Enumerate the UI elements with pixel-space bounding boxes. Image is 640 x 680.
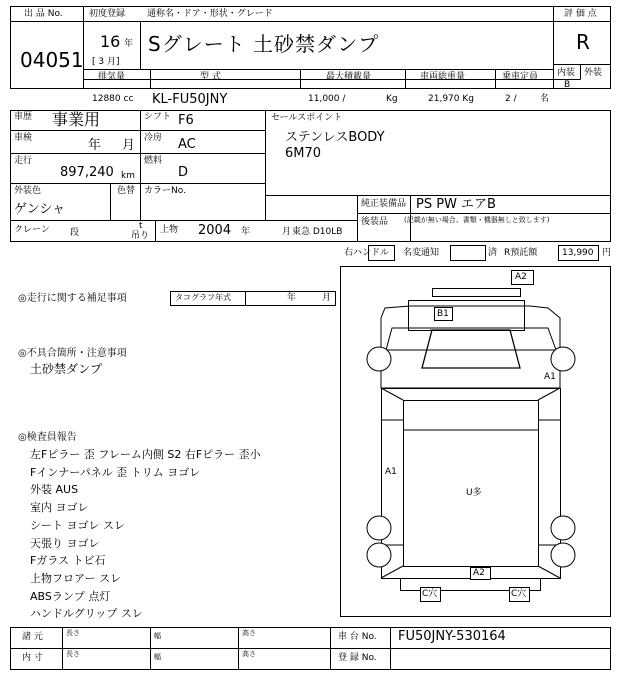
inspector-line: 室内 ヨゴレ xyxy=(30,501,89,515)
inner-label: 内 寸 xyxy=(22,653,43,663)
inspector-line: ハンドルグリップ スレ xyxy=(30,607,143,621)
chassis-label: 車 台 No. xyxy=(338,632,377,642)
width-label: 幅 xyxy=(154,632,161,640)
displacement: 12880 cc xyxy=(92,94,134,104)
shift: F6 xyxy=(178,113,194,128)
history-label: 車歴 xyxy=(14,112,33,122)
tachograph-month: 月 xyxy=(322,293,332,303)
color-code-label: カラーNo. xyxy=(144,186,186,196)
inner-width-label: 幅 xyxy=(154,653,161,661)
body-year: 2004 xyxy=(198,223,232,238)
model-label: 型 式 xyxy=(200,72,221,82)
length-label: 長さ xyxy=(66,629,80,637)
displacement-label: 排気量 xyxy=(98,72,126,82)
exterior-label: 外装 xyxy=(584,68,603,78)
damage-marker-c-right: C穴 xyxy=(511,589,527,599)
recycle-fee: 13,990 xyxy=(562,248,594,258)
mileage-label: 走行 xyxy=(14,156,33,166)
max-load-label: 最大積載量 xyxy=(326,72,372,82)
inspector-line: Fガラス トビ石 xyxy=(30,554,106,568)
inspector-line: 外装 AUS xyxy=(30,483,79,497)
capacity-unit: 名 xyxy=(540,94,550,104)
mileage: 897,240 xyxy=(60,165,114,180)
body-month: 月 xyxy=(282,227,292,237)
tachograph-label: タコグラフ年式 xyxy=(175,293,231,302)
reg-year-unit: 年 xyxy=(124,39,134,49)
ac: AC xyxy=(178,137,196,152)
grade-label: 評 価 点 xyxy=(564,9,597,19)
inspector-line: Fインナーパネル 歪 トリム ヨゴレ xyxy=(30,465,201,479)
max-load: 11,000 / xyxy=(308,94,346,104)
model-code: KL-FU50JNY xyxy=(152,92,228,107)
crane-stage: 段 xyxy=(70,228,80,238)
interior-label: 内装 xyxy=(557,68,576,78)
fuel: D xyxy=(178,165,189,180)
aftermarket-label: 後装品 xyxy=(361,217,389,227)
inner-height-label: 高さ xyxy=(242,650,256,658)
damage-marker-a2-top: A2 xyxy=(515,272,527,282)
gvw: 21,970 Kg xyxy=(428,94,474,104)
std-equip-label: 純正装備品 xyxy=(361,199,407,209)
fuel-label: 燃料 xyxy=(144,156,163,166)
model-name: Sグレート 土砂禁ダンプ xyxy=(148,32,380,56)
gvw-label: 車両総重量 xyxy=(420,72,466,82)
truck-diagram xyxy=(367,271,575,602)
lot-label: 出 品 No. xyxy=(24,9,63,19)
inspection-month: 月 xyxy=(122,138,136,153)
color-no-label: 色替 xyxy=(117,186,136,196)
name-change-label: 名変通知 xyxy=(403,248,440,258)
body-maker: 東急 D10LB xyxy=(292,227,343,237)
first-reg-label: 初度登録 xyxy=(89,9,126,19)
damage-marker-a2-bottom: A2 xyxy=(473,568,485,578)
inspector-line: 天張り ヨゴレ xyxy=(30,536,100,550)
body-year-unit: 年 xyxy=(241,227,251,237)
history: 事業用 xyxy=(52,110,101,129)
inspector-line: ABSランプ 点灯 xyxy=(30,589,111,603)
damage-marker-a1-right: A1 xyxy=(544,372,556,382)
inner-length-label: 長さ xyxy=(66,650,80,658)
dims-label: 諸 元 xyxy=(22,632,43,642)
mileage-unit: km xyxy=(121,171,135,181)
color-label: 外装色 xyxy=(14,186,42,196)
sales-title: セールスポイント xyxy=(271,113,343,123)
shift-label: シフト xyxy=(144,112,172,122)
reg-month: [ 3 月] xyxy=(92,57,120,67)
crane-label: クレーン xyxy=(14,225,50,235)
damage-marker-b1: B1 xyxy=(437,309,449,319)
inspector-line: 左Fピラー 歪 フレーム内側 S2 右Fピラー 歪小 xyxy=(30,448,261,461)
capacity: 2 / xyxy=(505,94,517,104)
damage-marker-c-left: C穴 xyxy=(422,589,438,599)
body-label: 上物 xyxy=(160,225,179,235)
inspection-year: 年 xyxy=(88,138,102,153)
tachograph-year: 年 xyxy=(287,293,297,303)
color: ゲンシャ xyxy=(14,202,66,217)
damage-marker-a1-left: A1 xyxy=(385,467,397,477)
interior-grade: B xyxy=(564,80,571,90)
inspector-title: ◎検査員報告 xyxy=(18,432,77,443)
max-load-unit: Kg xyxy=(386,94,398,104)
capacity-label: 乗車定員 xyxy=(502,72,539,82)
ac-label: 冷房 xyxy=(144,133,163,143)
registration-label: 登 録 No. xyxy=(338,653,377,663)
crane-ton: t xyxy=(139,221,143,231)
reg-year: 16 xyxy=(100,32,121,51)
lot-number: 04051 xyxy=(20,48,84,72)
handle-position: 右ハンドル xyxy=(344,248,390,258)
crane-hang: 吊り xyxy=(131,231,150,241)
recycle-fee-label: R預託額 xyxy=(504,248,538,258)
aftermarket-note: (記載が無い場合、書類・機器無しと致します) xyxy=(404,216,550,224)
inspector-line: 上物フロアー スレ xyxy=(30,571,122,585)
chassis-number: FU50JNY-530164 xyxy=(398,629,506,644)
defect-title: ◎不具合箇所・注意事項 xyxy=(18,348,127,359)
height-label: 高さ xyxy=(242,629,256,637)
defect-text: 土砂禁ダンプ xyxy=(30,362,103,376)
recycle-status: 済 xyxy=(488,248,498,258)
std-equip: PS PW エアB xyxy=(416,197,496,212)
recycle-fee-unit: 円 xyxy=(602,248,612,258)
running-notes-title: ◎走行に関する補足事項 xyxy=(18,293,127,304)
damage-marker-u: U多 xyxy=(466,488,482,498)
inspector-report xyxy=(30,446,261,623)
sales-line-2: 6M70 xyxy=(285,146,322,161)
overall-grade: R xyxy=(576,30,590,54)
inspection-label: 車検 xyxy=(14,133,33,143)
inspector-line: シート ヨゴレ スレ xyxy=(30,518,125,532)
sales-line-1: ステンレスBODY xyxy=(285,130,385,145)
name-label: 通称名・ドア・形状・グレード xyxy=(147,9,273,19)
